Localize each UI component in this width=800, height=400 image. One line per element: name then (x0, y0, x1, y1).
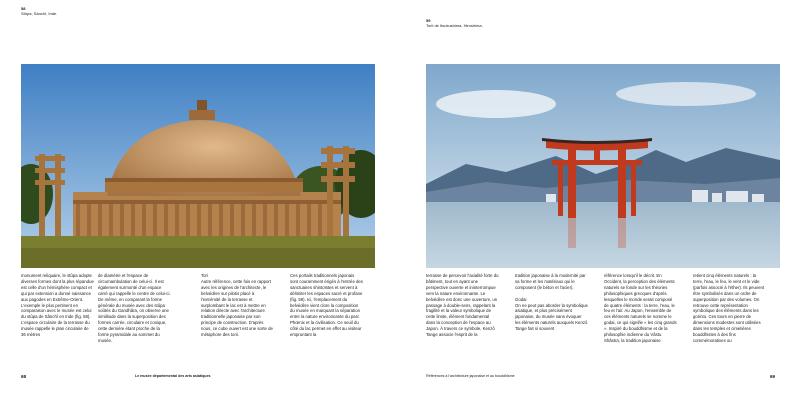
text-column-3: référence lorsqu'il le décrit. En Occident, la perception des éléments naturels se fonde sur les théories philosophiques grecques d'après lesquelles le monde serait composé de quatre éléments : la terre, l'eau, le feu et l'air. Au Japon, l'ensemble de ces éléments naturels se nomme le godai, ce qui signifie « les cinq grands ». Inspiré du bouddhisme et de la philosophie indienne du Vâstu Shâstra, la tradition japonaise (604, 273, 677, 343)
stupa-photo (21, 64, 375, 268)
page-number: 68 (21, 374, 27, 379)
figure-label-58 (21, 6, 57, 16)
text-column-1: monument reliquaire, le stûpa adopte diverses formes dont la plus répandue est celle d'un hémisphère compact et qui par extension a donné naissance aux pagodes en Extrême-Orient. L'exemple le plus pertinent en comparaison avec le musée est celui du stûpa de Sânchî en Inde (fig. 58). L'espace circulaire de la terrasse du musée rappelle le plan circulaire de 36 mètres (21, 273, 94, 338)
torii-illustration (426, 64, 780, 268)
stupa-illustration (21, 64, 375, 268)
torii-photo (426, 64, 780, 268)
right-page (400, 0, 800, 400)
page-number: 69 (770, 374, 776, 379)
text-column-4: Ces portails traditionnels japonais sont couramment érigés à l'entrée des sanctuaires shintoïstes et servent à délimiter les espaces sacré et profane (fig. 59). Ici, l'emplacement du belvédère vient clore la composition du musée en marquant la séparation entre la nature environnante du parc Phœnix et la civilisation. Ce seuil du côté du lac permet en effet au visiteur empruntant la (290, 273, 363, 338)
text-column-3: Tori Autre référence, cette fois en rapport avec les origines de l'architecte, le belvédère sur pilotis placé à l'extrémité de la terrasse et surplombant le lac est à mettre en relation directe avec l'architecture traditionnelle japonaise par son principe de construction. D'après nous, ce cube ouvert est une sorte de métaphore des torii. (201, 273, 273, 338)
figure-number: 59 (426, 18, 431, 23)
running-title-text: Le musée départemental des arts asiatiques (135, 374, 211, 378)
figure-label-59 (426, 18, 483, 28)
running-title: Références à l'architecture japonaise et au bouddhisme (426, 374, 515, 378)
figure-number: 58 (21, 6, 26, 11)
figure-caption: Stûpa, Sânchî, Inde. (21, 11, 58, 16)
text-column-1: terrasse de percevoir l'axialité forte du bâtiment, tout en ayant une perspective ouverte et ininterrompue vers la nature environnante. Le belvédère est donc une ouverture, un passage à double-sens, rappelant la fragilité et la valeur symbolique de cette limite, élément fondamental dans la conception de l'espace au Japon. À travers ce symbole, Kenzô Tange associe l'esprit de la (426, 273, 499, 338)
text-column-2: de diamètre et l'espace de circumambulation de celui-ci. Il est également surmonté d'un espace carré qui rappelle le centre de celui-ci. De même, en comparant la forme générale du musée avec des stûpa voûtés du Gandhâra, on observe une similitude dans la superposition des formes carrée, circulaire et conique, cette dernière étant proche de la forme pyramidale au sommet du musée. (98, 273, 171, 343)
text-column-4: retient cinq éléments naturels : la terre, l'eau, le feu, le vent et le vide (parfois associé à l'éther). Ils peuvent être symbolisés dans un ordre de superposition par des volumes. On retrouve cette représentation symbolique des éléments dans les gorinto. Ces tours en pierre de dimensions modestes sont utilisées dans les temples et cimetières bouddhistes à des fins commémoratives ou (693, 273, 765, 343)
running-title (135, 374, 211, 378)
figure-caption: Torii de Itsukushima, Hiroshima. (426, 23, 483, 28)
text-column-2: tradition japonaise à la modernité par sa forme et les matériaux qui le composent (le béton et l'acier). Godai On ne peut pas aborder la symbolique asiatique, et plus précisément japonaise, du musée sans évoquer les éléments naturels auxquels Kenzô Tange fait si souvent (515, 273, 588, 332)
